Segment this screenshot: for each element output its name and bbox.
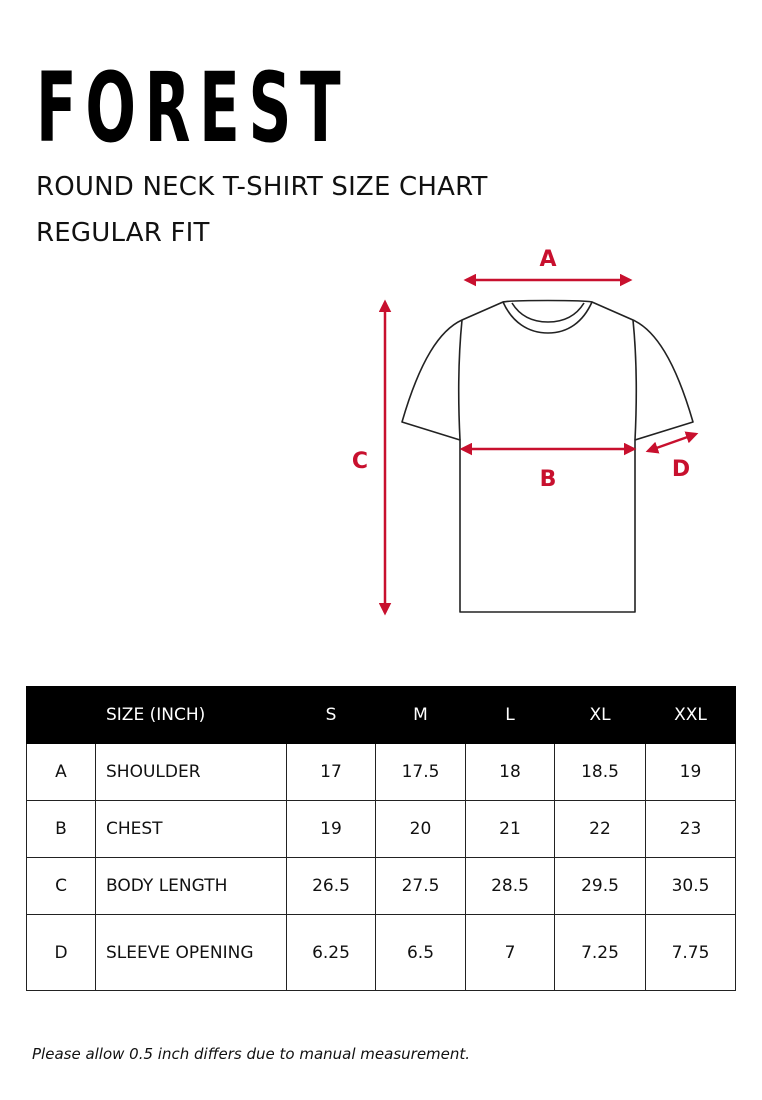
- cell-value: 7.75: [646, 915, 736, 991]
- row-name: SHOULDER: [96, 744, 287, 801]
- row-name: CHEST: [96, 801, 287, 858]
- cell-value: 23: [646, 801, 736, 858]
- header-size-inch: SIZE (INCH): [96, 687, 287, 744]
- cell-value: 17: [287, 744, 376, 801]
- brand-logo: FOREST: [36, 52, 350, 164]
- cell-value: 6.5: [376, 915, 466, 991]
- measurement-note: Please allow 0.5 inch differs due to manual measurement.: [32, 1045, 471, 1063]
- header-l: L: [466, 687, 555, 744]
- cell-value: 22: [555, 801, 646, 858]
- fit-label: REGULAR FIT: [36, 218, 210, 248]
- cell-value: 20: [376, 801, 466, 858]
- row-name: BODY LENGTH: [96, 858, 287, 915]
- cell-value: 19: [646, 744, 736, 801]
- cell-value: 30.5: [646, 858, 736, 915]
- table-row: [27, 801, 736, 858]
- cell-value: 28.5: [466, 858, 555, 915]
- cell-value: 18: [466, 744, 555, 801]
- chart-title: ROUND NECK T-SHIRT SIZE CHART: [36, 172, 488, 202]
- cell-value: 29.5: [555, 858, 646, 915]
- header-key: [27, 687, 96, 744]
- table-row: [27, 858, 736, 915]
- cell-value: 7.25: [555, 915, 646, 991]
- label-c: C: [351, 449, 369, 474]
- cell-value: 21: [466, 801, 555, 858]
- header-s: S: [287, 687, 376, 744]
- cell-value: 26.5: [287, 858, 376, 915]
- row-key: C: [27, 858, 96, 915]
- sleeve-opening-arrow: [648, 434, 696, 451]
- table-row: [27, 744, 736, 801]
- label-b: B: [539, 467, 557, 492]
- label-a: A: [539, 247, 557, 272]
- cell-value: 18.5: [555, 744, 646, 801]
- size-table: [26, 686, 736, 991]
- cell-value: 6.25: [287, 915, 376, 991]
- tshirt-outline-icon: [402, 301, 693, 613]
- row-key: D: [27, 915, 96, 991]
- cell-value: 19: [287, 801, 376, 858]
- cell-value: 7: [466, 915, 555, 991]
- label-d: D: [671, 457, 691, 482]
- table-header-row: [27, 687, 736, 744]
- row-name: SLEEVE OPENING: [96, 915, 287, 991]
- header-m: M: [376, 687, 466, 744]
- table-row: [27, 915, 736, 991]
- row-key: B: [27, 801, 96, 858]
- header-xl: XL: [555, 687, 646, 744]
- cell-value: 27.5: [376, 858, 466, 915]
- cell-value: 17.5: [376, 744, 466, 801]
- row-key: A: [27, 744, 96, 801]
- header-xxl: XXL: [646, 687, 736, 744]
